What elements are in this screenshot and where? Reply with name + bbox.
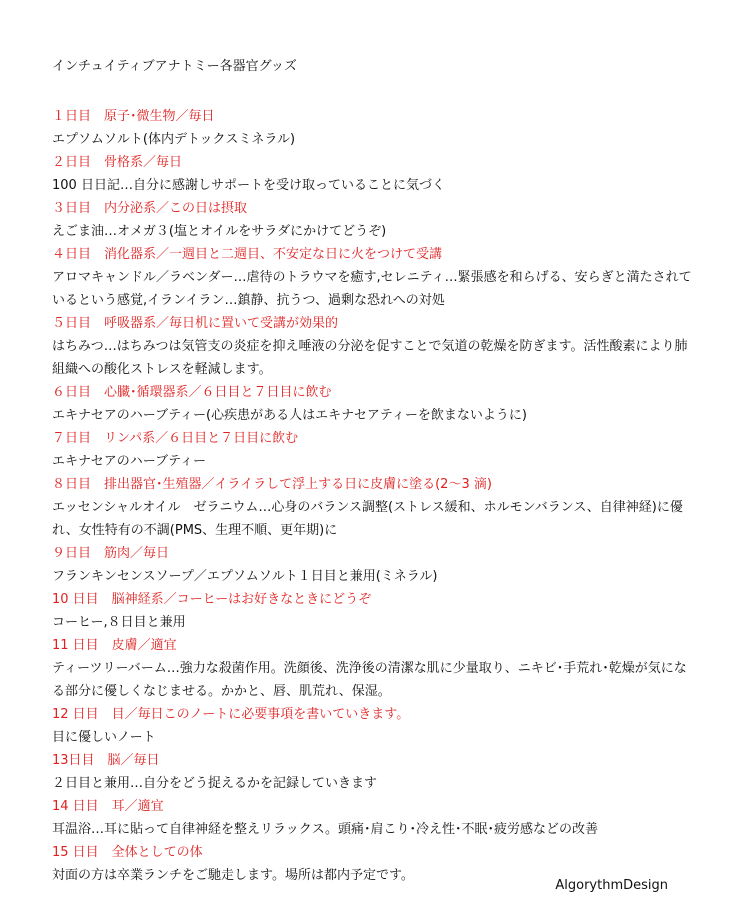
day-body: えごま油…オメガ３(塩とオイルをサラダにかけてどうぞ) bbox=[52, 224, 387, 239]
day-body: 対面の方は卒業ランチをご馳走します。場所は都内予定です。 bbox=[52, 868, 414, 883]
day-heading: ２日目 骨格系／毎日 bbox=[52, 155, 183, 170]
day-9 bbox=[52, 542, 692, 588]
day-10 bbox=[52, 588, 692, 634]
day-12 bbox=[52, 703, 692, 749]
day-heading: 15 日目 全体としての体 bbox=[52, 845, 203, 860]
day-body: コーヒー,８日目と兼用 bbox=[52, 615, 186, 630]
day-heading: 13日目 脳／毎日 bbox=[52, 753, 160, 768]
day-body: はちみつ…はちみつは気管支の炎症を抑え唾液の分泌を促すことで気道の乾燥を防ぎます。活性酸素により肺組織への酸化ストレスを軽減します。 bbox=[52, 339, 688, 377]
day-body: ２日目と兼用…自分をどう捉えるかを記録していきます bbox=[52, 776, 378, 791]
day-heading: ７日目 リンパ系／６日目と７日目に飲む bbox=[52, 431, 299, 446]
day-2 bbox=[52, 151, 692, 197]
day-body: ティーツリーバーム…強力な殺菌作用。洗顔後、洗浄後の清潔な肌に少量取り、ニキビ･手荒れ･乾燥が気になる部分に優しくなじませる。かかと、唇、肌荒れ、保湿。 bbox=[52, 661, 687, 699]
day-heading: ５日目 呼吸器系／毎日机に置いて受講が効果的 bbox=[52, 316, 339, 331]
day-body: フランキンセンスソープ／エプソムソルト１日目と兼用(ミネラル) bbox=[52, 569, 438, 584]
day-body: 100 日日記…自分に感謝しサポートを受け取っていることに気づく bbox=[52, 178, 445, 193]
day-3 bbox=[52, 197, 692, 243]
day-body: エキナセアのハーブティー(心疾患がある人はエキナセアティーを飲まないように) bbox=[52, 408, 527, 423]
day-11 bbox=[52, 634, 692, 703]
day-body: エプソムソルト(体内デトックスミネラル) bbox=[52, 132, 296, 147]
day-14 bbox=[52, 795, 692, 841]
day-8 bbox=[52, 473, 692, 542]
day-heading: １日目 原子･微生物／毎日 bbox=[52, 109, 215, 124]
day-body: 目に優しいノート bbox=[52, 730, 156, 745]
day-4 bbox=[52, 243, 692, 312]
day-heading: ９日目 筋肉／毎日 bbox=[52, 546, 170, 561]
footer-brand: AlgorythmDesign bbox=[555, 878, 668, 893]
day-body: アロマキャンドル／ラベンダー…虐待のトラウマを癒す,セレニティ…緊張感を和らげる、安らぎと満たされているという感覚,イランイラン…鎮静、抗うつ、過剰な恐れへの対処 bbox=[52, 270, 692, 308]
day-5 bbox=[52, 312, 692, 381]
day-1 bbox=[52, 105, 692, 151]
day-heading: 12 日目 目／毎日このノートに必要事項を書いていきます。 bbox=[52, 707, 410, 722]
day-7 bbox=[52, 427, 692, 473]
day-body: エキナセアのハーブティー bbox=[52, 454, 207, 469]
day-heading: 11 日目 皮膚／適宜 bbox=[52, 638, 177, 653]
day-13 bbox=[52, 749, 692, 795]
day-heading: 14 日目 耳／適宜 bbox=[52, 799, 164, 814]
document-body bbox=[52, 58, 692, 887]
day-body: 耳温浴…耳に貼って自律神経を整えリラックス。頭痛･肩こり･冷え性･不眠･疲労感などの改善 bbox=[52, 822, 599, 837]
day-heading: ６日目 心臓･循環器系／６日目と７日目に飲む bbox=[52, 385, 332, 400]
day-heading: 10 日目 脳神経系／コーヒーはお好きなときにどうぞ bbox=[52, 592, 372, 607]
day-heading: ４日目 消化器系／一週目と二週目、不安定な日に火をつけて受講 bbox=[52, 247, 443, 262]
day-6 bbox=[52, 381, 692, 427]
day-heading: ３日目 内分泌系／この日は摂取 bbox=[52, 201, 248, 216]
day-heading: ８日目 排出器官･生殖器／イライラして浮上する日に皮膚に塗る(2～3 滴) bbox=[52, 477, 492, 492]
day-body: エッセンシャルオイル ゼラニウム…心身のバランス調整(ストレス緩和、ホルモンバランス、自律神経)に優れ、女性特有の不調(PMS、生理不順、更年期)に bbox=[52, 500, 683, 538]
page-title: インチュイティブアナトミー各器官グッズ bbox=[52, 59, 297, 74]
